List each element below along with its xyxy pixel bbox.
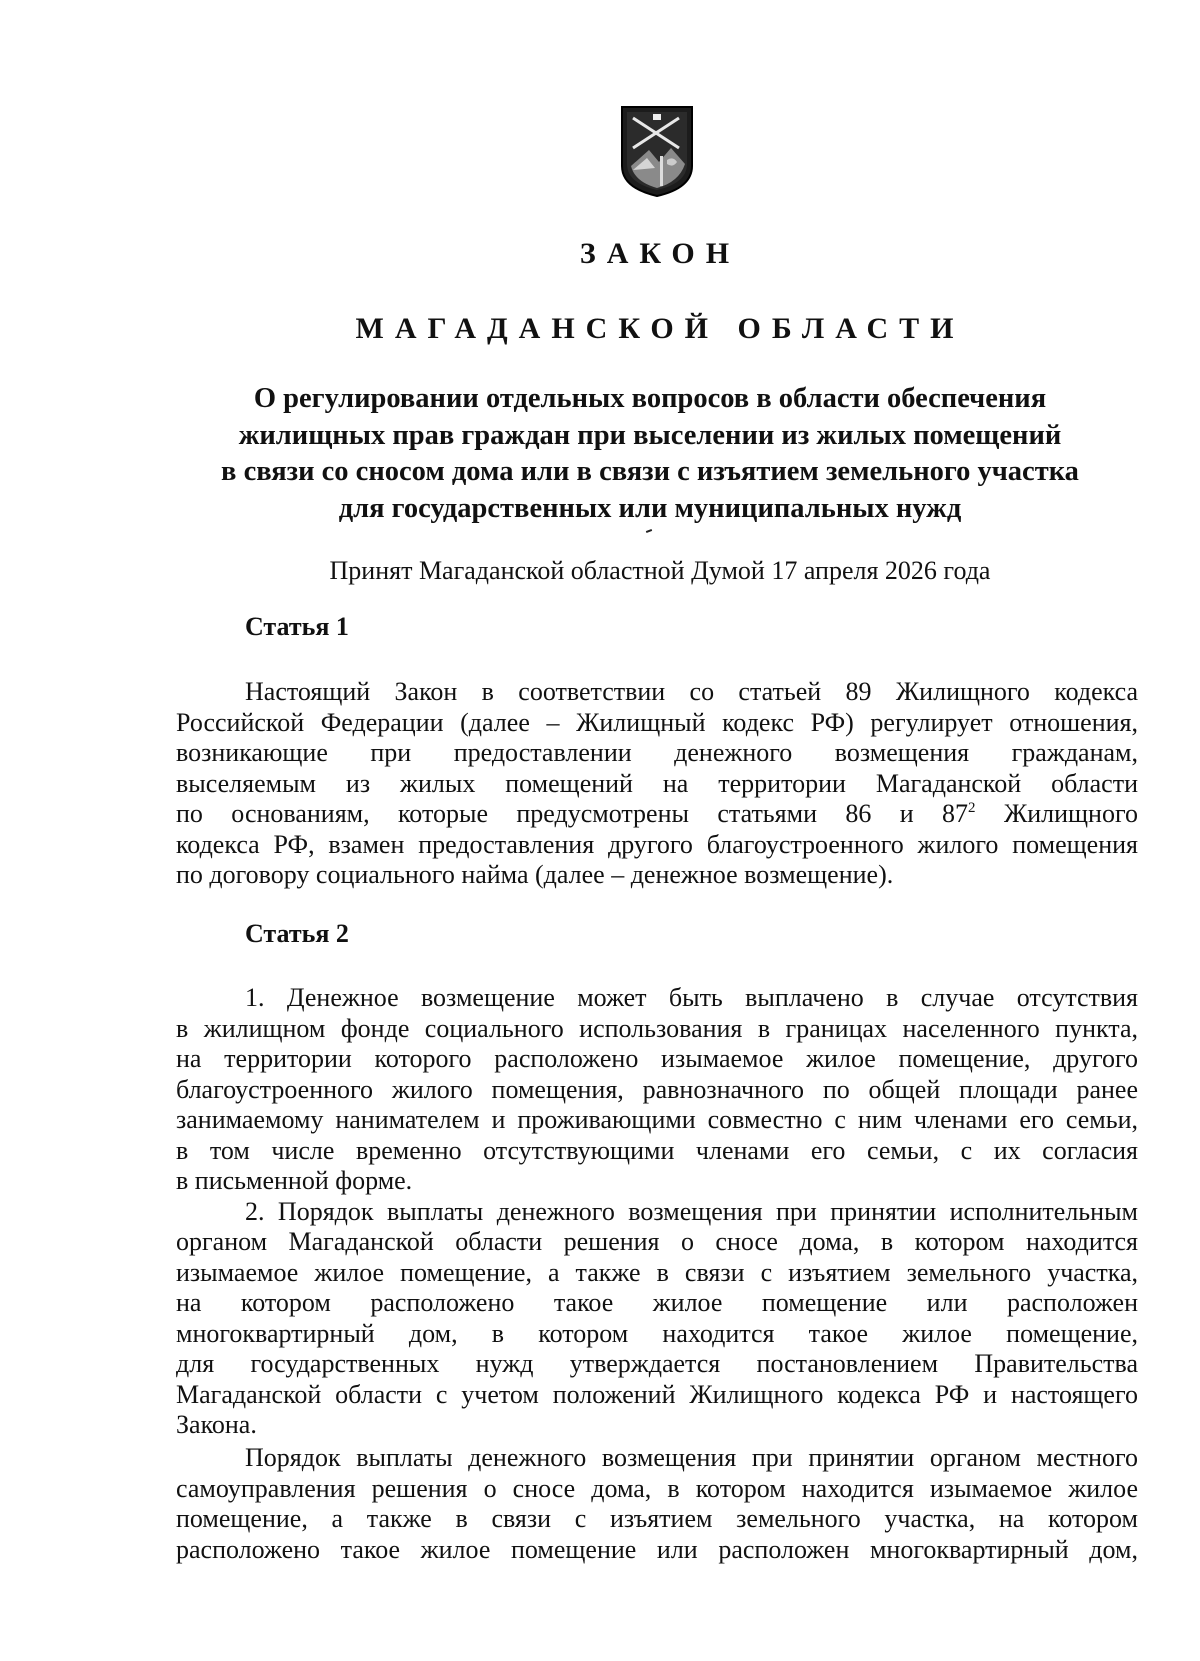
adoption-note: Принят Магаданской областной Думой 17 апреля 2026 года [329, 556, 991, 585]
article-1-body [176, 677, 1138, 891]
text-line: органом Магаданской области решения о сносе дома, в котором находится [176, 1227, 1138, 1256]
document-title: ЗАКОН [579, 237, 741, 270]
text-line: Настоящий Закон в соответствии со статьей 89 Жилищного кодекса [245, 677, 1138, 706]
law-name-line: жилищных прав граждан при выселении из жилых помещений [238, 419, 1062, 451]
text-line: Российской Федерации (далее – Жилищный кодекс РФ) регулирует отношения, [176, 707, 1138, 737]
text-line: расположено такое жилое помещение или расположен многоквартирный дом, [176, 1534, 1138, 1564]
text-line: 2. Порядок выплаты денежного возмещения при принятии исполнительным [245, 1196, 1138, 1226]
text-line: возникающие при предоставлении денежного возмещения гражданам, [176, 738, 1138, 767]
text-line: помещение, а также в связи с изъятием земельного участка, на котором [176, 1504, 1138, 1533]
text-line: в том числе временно отсутствующими членами его семьи, с их согласия [176, 1135, 1138, 1165]
article-2-body-continued [176, 1443, 1138, 1565]
text-line: на территории которого расположено изымаемое жилое помещение, другого [176, 1044, 1138, 1073]
text-line: в жилищном фонде социального использования в границах населенного пункта, [176, 1013, 1138, 1043]
text-line: в письменной форме. [176, 1166, 413, 1195]
text-line: Порядок выплаты денежного возмещения при принятии органом местного [245, 1443, 1138, 1472]
text-line-with-superscript [176, 799, 1138, 830]
text-fragment: Жилищного [1003, 799, 1138, 828]
law-name-line: в связи со сносом дома или в связи с изъятием земельного участка [221, 456, 1079, 487]
stray-mark [646, 529, 652, 533]
text-line: по договору социального найма (далее – денежное возмещение). [176, 860, 894, 889]
text-fragment: по основаниям, которые предусмотрены статьями 86 и 87 [176, 799, 969, 828]
text-line: 1. Денежное возмещение может быть выплачено в случае отсутствия [245, 983, 1138, 1012]
document-region: МАГАДАНСКОЙ ОБЛАСТИ [355, 312, 965, 345]
text-line: изымаемое жилое помещение, а также в связи с изъятием земельного участка, [176, 1257, 1138, 1287]
article-2-body [176, 983, 1138, 1441]
article-1-heading: Статья 1 [245, 612, 349, 641]
law-name [150, 381, 1150, 527]
text-line: занимаемому нанимателем и проживающими совместно с ним членами его семьи, [176, 1105, 1138, 1134]
text-line: кодекса РФ, взамен предоставления другого благоустроенного жилого помещения [176, 829, 1138, 859]
law-name-line: для государственных или муниципальных нужд [338, 492, 962, 524]
text-line: Магаданской области с учетом положений Жилищного кодекса РФ и настоящего [176, 1379, 1138, 1409]
magadan-coat-of-arms-icon [619, 104, 695, 198]
text-line: благоустроенного жилого помещения, равнозначного по общей площади ранее [176, 1074, 1138, 1104]
text-line: выселяемым из жилых помещений на территории Магаданской области [176, 768, 1138, 798]
text-line: на котором расположено такое жилое помещение или расположен [176, 1288, 1138, 1317]
text-line: многоквартирный дом, в котором находится такое жилое помещение, [176, 1318, 1138, 1348]
article-2-heading: Статья 2 [245, 919, 349, 948]
text-line: Закона. [176, 1410, 257, 1439]
superscript: 2 [968, 800, 976, 816]
law-name-line: О регулировании отдельных вопросов в области обеспечения [253, 383, 1047, 414]
text-line: самоуправления решения о сносе дома, в котором находится изымаемое жилое [176, 1473, 1138, 1503]
text-line: для государственных нужд утверждается постановлением Правительства [176, 1349, 1138, 1378]
